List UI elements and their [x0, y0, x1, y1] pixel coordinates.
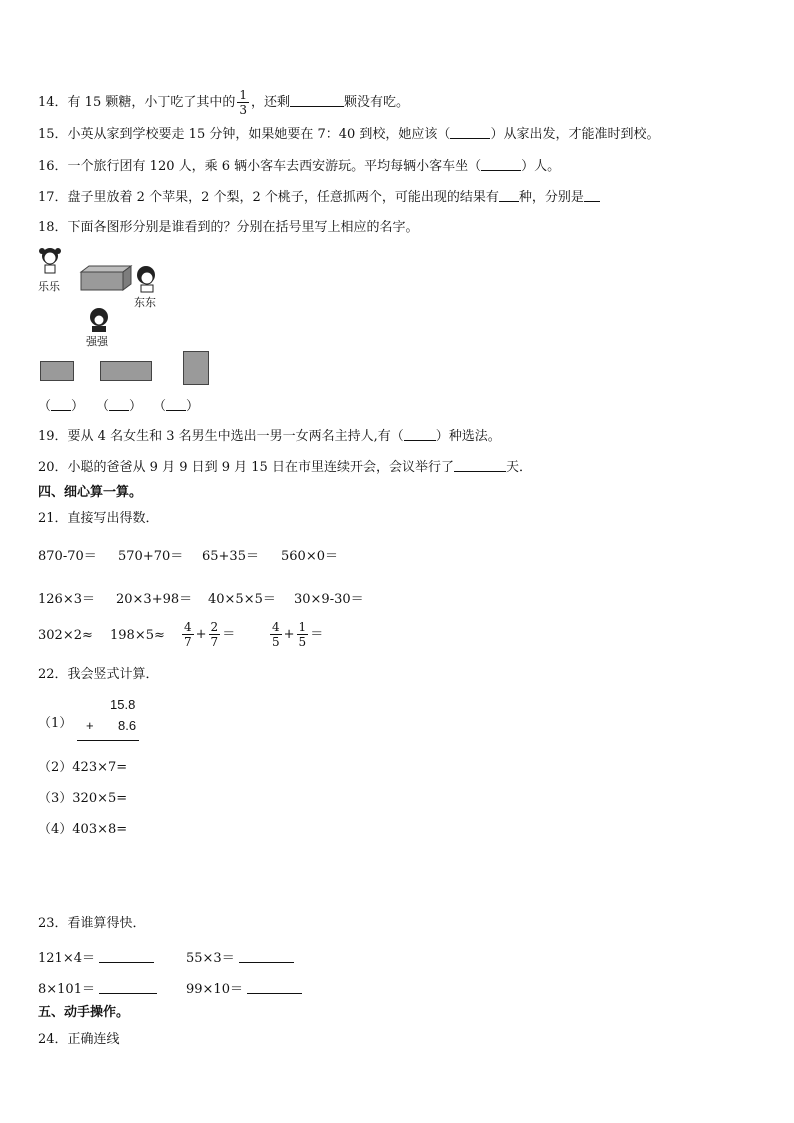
answer-blank[interactable] [450, 124, 490, 139]
question-18: 18．下面各图形分别是谁看到的？分别在括号里写上相应的名字。 [38, 220, 419, 235]
quick-calc-item: 55×3＝ [186, 947, 294, 966]
answer-blank[interactable] [290, 92, 344, 107]
vertical-plus-sign: + [86, 718, 94, 733]
q22-sub2: （2）423×7= [38, 760, 128, 775]
question-24: 24．正确连线 [38, 1032, 120, 1047]
boy-qiangqiang-icon [90, 308, 108, 332]
calc-item: 302×2≈ [38, 628, 93, 643]
name-qiangqiang: 强强 [86, 335, 108, 348]
question-17: 17．盘子里放着 2 个苹果，2 个梨，2 个桃子，任意抓两个，可能出现的结果有 种，分别是 [38, 187, 600, 207]
quick-calc-item: 8×101＝ [38, 978, 157, 997]
view-shape-1 [40, 361, 74, 381]
name-dongdong: 东东 [134, 296, 156, 309]
view-shape-3 [183, 351, 209, 385]
fraction-one-third: $\frac{1}{3}$ [239, 88, 247, 117]
answer-bracket-2[interactable]: （ ） [96, 395, 142, 414]
calc-item: 30×9-30＝ [294, 592, 364, 607]
calc-item: 40×5×5＝ [208, 592, 276, 607]
question-19: 19．要从 4 名女生和 3 名男生中选出一男一女两名主持人,有（ ）种选法。 [38, 426, 501, 446]
answer-blank[interactable] [499, 187, 519, 202]
quick-calc-item: 99×10＝ [186, 978, 302, 997]
view-shape-2 [100, 361, 152, 381]
question-16: 16．一个旅行团有 120 人，乘 6 辆小客车去西安游玩。平均每辆小客车坐（ ）人。 [38, 156, 560, 176]
answer-blank[interactable] [239, 948, 294, 963]
question-20: 20．小聪的爸爸从 9 月 9 日到 9 月 15 日在市里连续开会，会议举行了 天． [38, 457, 532, 477]
question-15: 15．小英从家到学校要走 15 分钟，如果她要在 7：40 到校，她应该（ ）从家出发，才能准时到校。 [38, 124, 659, 144]
vertical-addend-bottom: 8.6 [118, 718, 137, 733]
section-5-heading: 五、动手操作。 [38, 1005, 130, 1020]
girl-lele-icon [39, 248, 61, 273]
q22-sub1-label: （1） [38, 716, 73, 731]
answer-blank[interactable] [404, 426, 436, 441]
calc-item: 870-70＝ [38, 549, 97, 564]
answer-blank[interactable] [481, 156, 521, 171]
quick-calc-item: 121×4＝ [38, 947, 154, 966]
q22-sub4: （4）403×8= [38, 822, 128, 837]
q22-sub3: （3）320×5= [38, 791, 128, 806]
calc-item: 20×3+98＝ [116, 592, 193, 607]
answer-blank[interactable] [584, 187, 600, 202]
question-22-title: 22．我会竖式计算． [38, 667, 159, 682]
answer-bracket-3[interactable]: （ ） [153, 395, 199, 414]
answer-blank[interactable] [454, 457, 506, 472]
vertical-sum-line [77, 740, 139, 741]
calc-item: 126×3＝ [38, 592, 95, 607]
question-14: 14．有 15 颗糖，小丁吃了其中的 $\frac{1}{3}$ ，还剩 颗没有吃。 [38, 88, 410, 117]
answer-blank[interactable] [247, 979, 302, 994]
calc-item: 560×0＝ [281, 549, 338, 564]
fraction-sum-1: $\frac{4}{7}$ + $\frac{2}{7}$ ＝ [184, 620, 236, 649]
calc-item: 65+35＝ [202, 549, 259, 564]
calc-item: 198×5≈ [110, 628, 165, 643]
calc-item: 570+70＝ [118, 549, 184, 564]
name-lele: 乐乐 [38, 280, 60, 293]
answer-blank[interactable] [99, 948, 154, 963]
vertical-addend-top: 15.8 [110, 697, 136, 712]
fraction-sum-2: $\frac{4}{5}$ + $\frac{1}{5}$ ＝ [272, 620, 324, 649]
q14-prefix: 14．有 15 颗糖，小丁吃了其中的 [38, 95, 236, 110]
answer-bracket-1[interactable]: （ ） [38, 395, 84, 414]
section-4-heading: 四、细心算一算。 [38, 485, 143, 500]
answer-blank[interactable] [99, 979, 157, 994]
cuboid-shape [81, 266, 131, 290]
question-23-title: 23．看谁算得快． [38, 916, 146, 931]
question-21-title: 21．直接写出得数． [38, 511, 159, 526]
boy-dongdong-icon [137, 266, 155, 292]
